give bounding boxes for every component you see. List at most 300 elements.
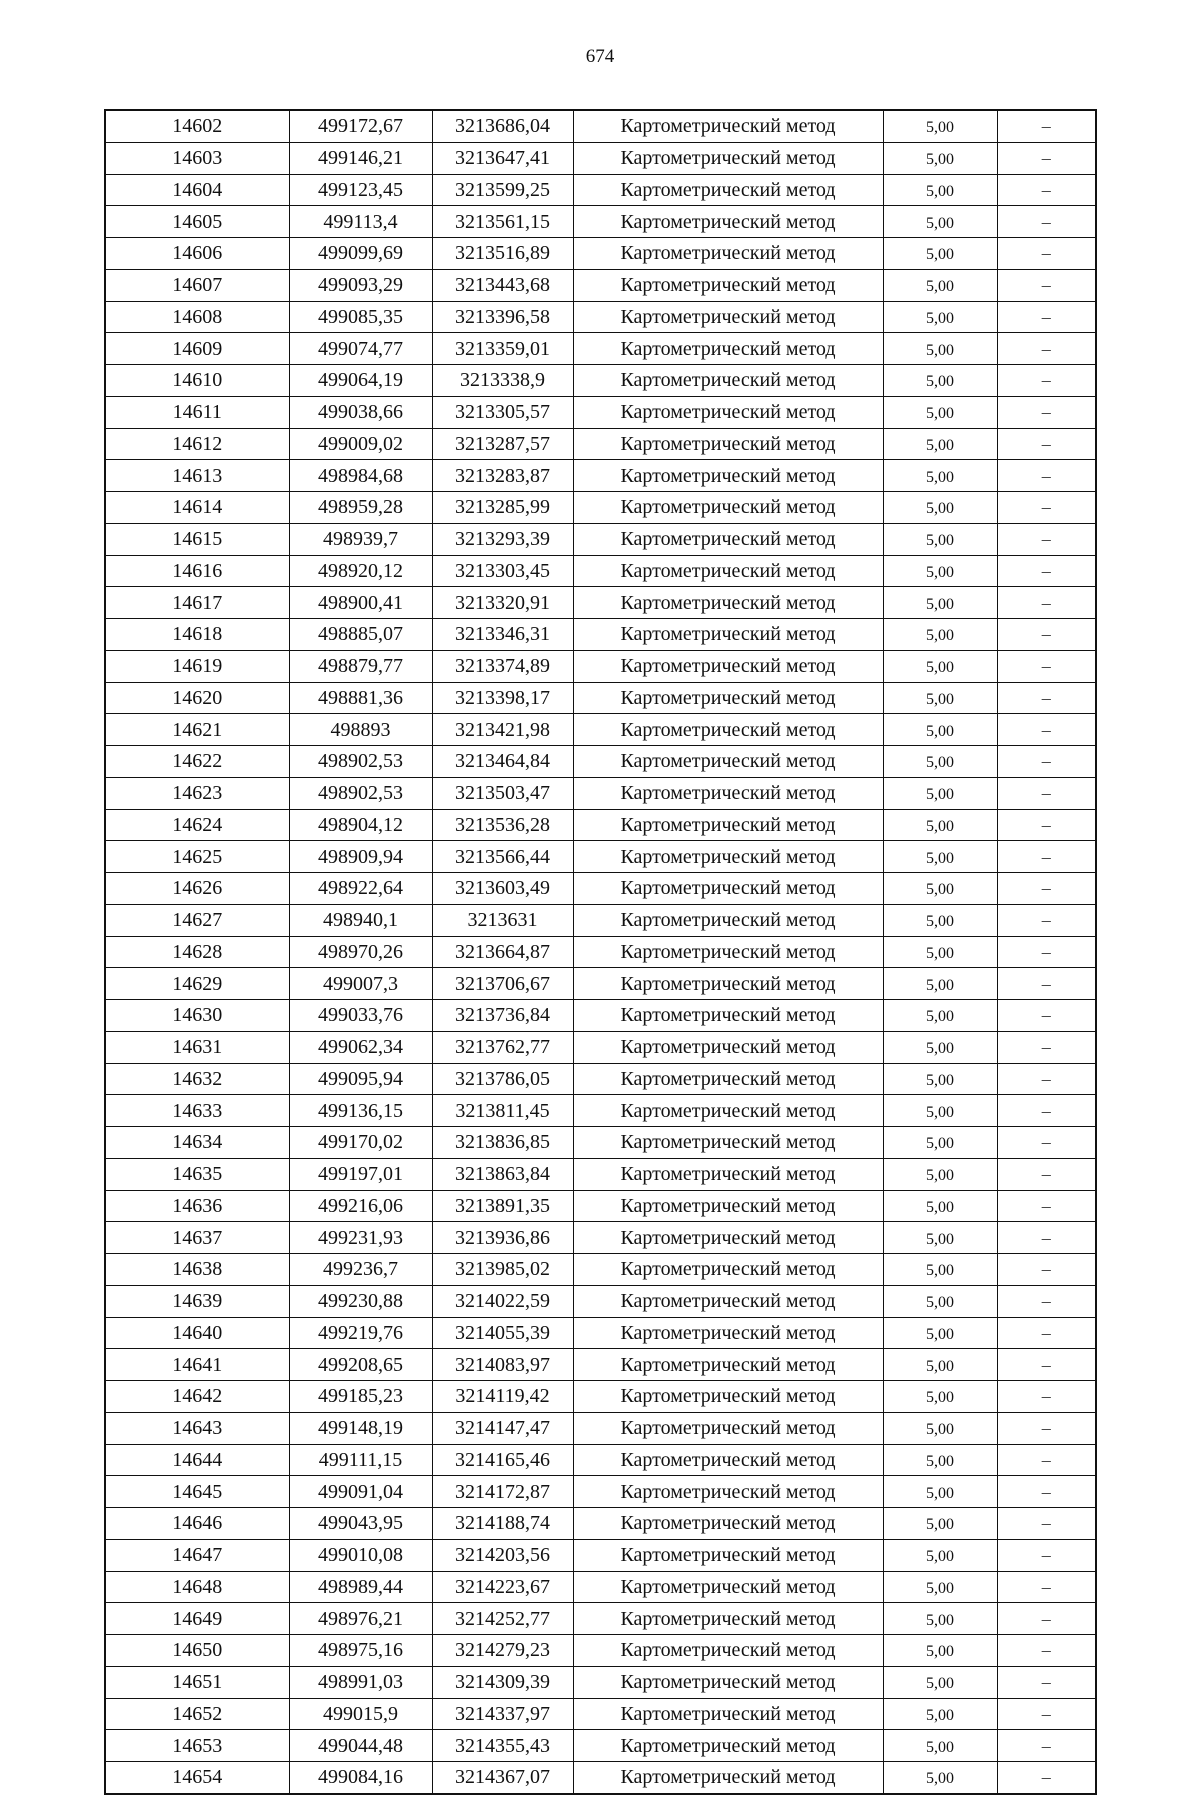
point-number-cell: 14652 xyxy=(105,1698,289,1730)
point-number-cell: 14608 xyxy=(105,301,289,333)
accuracy-cell: 5,00 xyxy=(883,333,997,365)
method-cell: Картометрический метод xyxy=(573,1095,883,1127)
method-cell: Картометрический метод xyxy=(573,1444,883,1476)
y-coordinate-cell: 3213686,04 xyxy=(432,110,573,142)
note-cell: – xyxy=(997,492,1096,524)
method-cell: Картометрический метод xyxy=(573,555,883,587)
x-coordinate-cell: 499015,9 xyxy=(289,1698,432,1730)
method-cell: Картометрический метод xyxy=(573,968,883,1000)
note-cell: – xyxy=(997,365,1096,397)
y-coordinate-cell: 3213303,45 xyxy=(432,555,573,587)
accuracy-cell: 5,00 xyxy=(883,1381,997,1413)
note-cell: – xyxy=(997,301,1096,333)
point-number-cell: 14624 xyxy=(105,809,289,841)
accuracy-cell: 5,00 xyxy=(883,1730,997,1762)
y-coordinate-cell: 3213863,84 xyxy=(432,1158,573,1190)
y-coordinate-cell: 3214355,43 xyxy=(432,1730,573,1762)
table-row xyxy=(105,365,1096,397)
y-coordinate-cell: 3213566,44 xyxy=(432,841,573,873)
method-cell: Картометрический метод xyxy=(573,777,883,809)
point-number-cell: 14643 xyxy=(105,1412,289,1444)
table-row xyxy=(105,1095,1096,1127)
x-coordinate-cell: 499044,48 xyxy=(289,1730,432,1762)
note-cell: – xyxy=(997,1603,1096,1635)
x-coordinate-cell: 499230,88 xyxy=(289,1285,432,1317)
x-coordinate-cell: 499095,94 xyxy=(289,1063,432,1095)
note-cell: – xyxy=(997,1730,1096,1762)
x-coordinate-cell: 499062,34 xyxy=(289,1031,432,1063)
point-number-cell: 14639 xyxy=(105,1285,289,1317)
point-number-cell: 14615 xyxy=(105,523,289,555)
table-row xyxy=(105,1603,1096,1635)
y-coordinate-cell: 3214165,46 xyxy=(432,1444,573,1476)
x-coordinate-cell: 499148,19 xyxy=(289,1412,432,1444)
point-number-cell: 14626 xyxy=(105,873,289,905)
y-coordinate-cell: 3214119,42 xyxy=(432,1381,573,1413)
method-cell: Картометрический метод xyxy=(573,238,883,270)
coordinates-table xyxy=(104,109,1097,1795)
x-coordinate-cell: 498902,53 xyxy=(289,746,432,778)
accuracy-cell: 5,00 xyxy=(883,1571,997,1603)
method-cell: Картометрический метод xyxy=(573,619,883,651)
y-coordinate-cell: 3214367,07 xyxy=(432,1762,573,1794)
y-coordinate-cell: 3213516,89 xyxy=(432,238,573,270)
table-row xyxy=(105,587,1096,619)
note-cell: – xyxy=(997,555,1096,587)
accuracy-cell: 5,00 xyxy=(883,1031,997,1063)
point-number-cell: 14625 xyxy=(105,841,289,873)
note-cell: – xyxy=(997,1349,1096,1381)
point-number-cell: 14650 xyxy=(105,1635,289,1667)
point-number-cell: 14616 xyxy=(105,555,289,587)
table-row xyxy=(105,110,1096,142)
note-cell: – xyxy=(997,396,1096,428)
y-coordinate-cell: 3214203,56 xyxy=(432,1539,573,1571)
x-coordinate-cell: 498904,12 xyxy=(289,809,432,841)
note-cell: – xyxy=(997,269,1096,301)
method-cell: Картометрический метод xyxy=(573,1031,883,1063)
x-coordinate-cell: 498984,68 xyxy=(289,460,432,492)
point-number-cell: 14649 xyxy=(105,1603,289,1635)
x-coordinate-cell: 499074,77 xyxy=(289,333,432,365)
point-number-cell: 14612 xyxy=(105,428,289,460)
method-cell: Картометрический метод xyxy=(573,1603,883,1635)
accuracy-cell: 5,00 xyxy=(883,523,997,555)
x-coordinate-cell: 499084,16 xyxy=(289,1762,432,1794)
y-coordinate-cell: 3214223,67 xyxy=(432,1571,573,1603)
accuracy-cell: 5,00 xyxy=(883,1095,997,1127)
table-row xyxy=(105,1381,1096,1413)
table-row xyxy=(105,1000,1096,1032)
y-coordinate-cell: 3213736,84 xyxy=(432,1000,573,1032)
note-cell: – xyxy=(997,650,1096,682)
method-cell: Картометрический метод xyxy=(573,1412,883,1444)
point-number-cell: 14609 xyxy=(105,333,289,365)
table-row xyxy=(105,1698,1096,1730)
y-coordinate-cell: 3213283,87 xyxy=(432,460,573,492)
note-cell: – xyxy=(997,1190,1096,1222)
y-coordinate-cell: 3214055,39 xyxy=(432,1317,573,1349)
note-cell: – xyxy=(997,238,1096,270)
point-number-cell: 14607 xyxy=(105,269,289,301)
point-number-cell: 14604 xyxy=(105,174,289,206)
point-number-cell: 14642 xyxy=(105,1381,289,1413)
accuracy-cell: 5,00 xyxy=(883,841,997,873)
note-cell: – xyxy=(997,936,1096,968)
point-number-cell: 14637 xyxy=(105,1222,289,1254)
table-row xyxy=(105,904,1096,936)
x-coordinate-cell: 498970,26 xyxy=(289,936,432,968)
accuracy-cell: 5,00 xyxy=(883,682,997,714)
table-row xyxy=(105,301,1096,333)
method-cell: Картометрический метод xyxy=(573,1158,883,1190)
method-cell: Картометрический метод xyxy=(573,650,883,682)
accuracy-cell: 5,00 xyxy=(883,174,997,206)
table-row xyxy=(105,1254,1096,1286)
table-row xyxy=(105,1666,1096,1698)
method-cell: Картометрический метод xyxy=(573,1381,883,1413)
y-coordinate-cell: 3214172,87 xyxy=(432,1476,573,1508)
y-coordinate-cell: 3213985,02 xyxy=(432,1254,573,1286)
point-number-cell: 14614 xyxy=(105,492,289,524)
y-coordinate-cell: 3213664,87 xyxy=(432,936,573,968)
note-cell: – xyxy=(997,1762,1096,1794)
note-cell: – xyxy=(997,1254,1096,1286)
y-coordinate-cell: 3213536,28 xyxy=(432,809,573,841)
note-cell: – xyxy=(997,1412,1096,1444)
x-coordinate-cell: 499170,02 xyxy=(289,1127,432,1159)
table-row xyxy=(105,1317,1096,1349)
point-number-cell: 14647 xyxy=(105,1539,289,1571)
table-row xyxy=(105,1158,1096,1190)
table-row xyxy=(105,873,1096,905)
point-number-cell: 14627 xyxy=(105,904,289,936)
point-number-cell: 14630 xyxy=(105,1000,289,1032)
table-row xyxy=(105,174,1096,206)
table-row xyxy=(105,142,1096,174)
table-row xyxy=(105,1063,1096,1095)
x-coordinate-cell: 498900,41 xyxy=(289,587,432,619)
note-cell: – xyxy=(997,1317,1096,1349)
accuracy-cell: 5,00 xyxy=(883,301,997,333)
y-coordinate-cell: 3213786,05 xyxy=(432,1063,573,1095)
accuracy-cell: 5,00 xyxy=(883,650,997,682)
x-coordinate-cell: 499136,15 xyxy=(289,1095,432,1127)
table-row xyxy=(105,746,1096,778)
table-row xyxy=(105,619,1096,651)
table-row xyxy=(105,206,1096,238)
point-number-cell: 14619 xyxy=(105,650,289,682)
method-cell: Картометрический метод xyxy=(573,746,883,778)
table-row xyxy=(105,428,1096,460)
table-row xyxy=(105,1762,1096,1794)
note-cell: – xyxy=(997,1158,1096,1190)
x-coordinate-cell: 498939,7 xyxy=(289,523,432,555)
x-coordinate-cell: 498922,64 xyxy=(289,873,432,905)
method-cell: Картометрический метод xyxy=(573,1254,883,1286)
x-coordinate-cell: 499111,15 xyxy=(289,1444,432,1476)
y-coordinate-cell: 3213305,57 xyxy=(432,396,573,428)
method-cell: Картометрический метод xyxy=(573,1730,883,1762)
accuracy-cell: 5,00 xyxy=(883,365,997,397)
point-number-cell: 14611 xyxy=(105,396,289,428)
accuracy-cell: 5,00 xyxy=(883,428,997,460)
point-number-cell: 14610 xyxy=(105,365,289,397)
point-number-cell: 14645 xyxy=(105,1476,289,1508)
table-row xyxy=(105,1444,1096,1476)
point-number-cell: 14606 xyxy=(105,238,289,270)
y-coordinate-cell: 3213603,49 xyxy=(432,873,573,905)
note-cell: – xyxy=(997,1666,1096,1698)
accuracy-cell: 5,00 xyxy=(883,555,997,587)
y-coordinate-cell: 3214188,74 xyxy=(432,1508,573,1540)
accuracy-cell: 5,00 xyxy=(883,1476,997,1508)
table-row xyxy=(105,682,1096,714)
x-coordinate-cell: 499033,76 xyxy=(289,1000,432,1032)
note-cell: – xyxy=(997,587,1096,619)
table-row xyxy=(105,1222,1096,1254)
table-row xyxy=(105,1571,1096,1603)
accuracy-cell: 5,00 xyxy=(883,1317,997,1349)
x-coordinate-cell: 499236,7 xyxy=(289,1254,432,1286)
note-cell: – xyxy=(997,1635,1096,1667)
x-coordinate-cell: 498893 xyxy=(289,714,432,746)
method-cell: Картометрический метод xyxy=(573,110,883,142)
note-cell: – xyxy=(997,777,1096,809)
table-row xyxy=(105,1031,1096,1063)
accuracy-cell: 5,00 xyxy=(883,587,997,619)
x-coordinate-cell: 499007,3 xyxy=(289,968,432,1000)
method-cell: Картометрический метод xyxy=(573,1635,883,1667)
method-cell: Картометрический метод xyxy=(573,1571,883,1603)
table-row xyxy=(105,460,1096,492)
x-coordinate-cell: 499038,66 xyxy=(289,396,432,428)
note-cell: – xyxy=(997,1127,1096,1159)
y-coordinate-cell: 3213398,17 xyxy=(432,682,573,714)
y-coordinate-cell: 3213936,86 xyxy=(432,1222,573,1254)
accuracy-cell: 5,00 xyxy=(883,1190,997,1222)
point-number-cell: 14636 xyxy=(105,1190,289,1222)
x-coordinate-cell: 498940,1 xyxy=(289,904,432,936)
method-cell: Картометрический метод xyxy=(573,1698,883,1730)
note-cell: – xyxy=(997,682,1096,714)
point-number-cell: 14628 xyxy=(105,936,289,968)
y-coordinate-cell: 3213762,77 xyxy=(432,1031,573,1063)
method-cell: Картометрический метод xyxy=(573,1539,883,1571)
point-number-cell: 14634 xyxy=(105,1127,289,1159)
y-coordinate-cell: 3213443,68 xyxy=(432,269,573,301)
method-cell: Картометрический метод xyxy=(573,1317,883,1349)
note-cell: – xyxy=(997,1063,1096,1095)
point-number-cell: 14641 xyxy=(105,1349,289,1381)
accuracy-cell: 5,00 xyxy=(883,1539,997,1571)
table-row xyxy=(105,555,1096,587)
method-cell: Картометрический метод xyxy=(573,873,883,905)
point-number-cell: 14620 xyxy=(105,682,289,714)
note-cell: – xyxy=(997,1095,1096,1127)
note-cell: – xyxy=(997,1285,1096,1317)
note-cell: – xyxy=(997,142,1096,174)
point-number-cell: 14617 xyxy=(105,587,289,619)
y-coordinate-cell: 3213631 xyxy=(432,904,573,936)
y-coordinate-cell: 3213421,98 xyxy=(432,714,573,746)
table-row xyxy=(105,968,1096,1000)
accuracy-cell: 5,00 xyxy=(883,1603,997,1635)
point-number-cell: 14646 xyxy=(105,1508,289,1540)
method-cell: Картометрический метод xyxy=(573,1063,883,1095)
y-coordinate-cell: 3213891,35 xyxy=(432,1190,573,1222)
method-cell: Картометрический метод xyxy=(573,1666,883,1698)
x-coordinate-cell: 498991,03 xyxy=(289,1666,432,1698)
table-row xyxy=(105,238,1096,270)
x-coordinate-cell: 499185,23 xyxy=(289,1381,432,1413)
y-coordinate-cell: 3213338,9 xyxy=(432,365,573,397)
table-row xyxy=(105,936,1096,968)
x-coordinate-cell: 499085,35 xyxy=(289,301,432,333)
method-cell: Картометрический метод xyxy=(573,365,883,397)
note-cell: – xyxy=(997,1222,1096,1254)
accuracy-cell: 5,00 xyxy=(883,1762,997,1794)
accuracy-cell: 5,00 xyxy=(883,1254,997,1286)
method-cell: Картометрический метод xyxy=(573,809,883,841)
note-cell: – xyxy=(997,1476,1096,1508)
accuracy-cell: 5,00 xyxy=(883,1158,997,1190)
y-coordinate-cell: 3213293,39 xyxy=(432,523,573,555)
method-cell: Картометрический метод xyxy=(573,492,883,524)
y-coordinate-cell: 3214252,77 xyxy=(432,1603,573,1635)
accuracy-cell: 5,00 xyxy=(883,1285,997,1317)
table-row xyxy=(105,269,1096,301)
accuracy-cell: 5,00 xyxy=(883,142,997,174)
point-number-cell: 14631 xyxy=(105,1031,289,1063)
y-coordinate-cell: 3214279,23 xyxy=(432,1635,573,1667)
accuracy-cell: 5,00 xyxy=(883,904,997,936)
accuracy-cell: 5,00 xyxy=(883,396,997,428)
y-coordinate-cell: 3213464,84 xyxy=(432,746,573,778)
method-cell: Картометрический метод xyxy=(573,1222,883,1254)
y-coordinate-cell: 3213320,91 xyxy=(432,587,573,619)
accuracy-cell: 5,00 xyxy=(883,206,997,238)
y-coordinate-cell: 3214309,39 xyxy=(432,1666,573,1698)
x-coordinate-cell: 499064,19 xyxy=(289,365,432,397)
x-coordinate-cell: 499010,08 xyxy=(289,1539,432,1571)
y-coordinate-cell: 3213396,58 xyxy=(432,301,573,333)
table-row xyxy=(105,1476,1096,1508)
y-coordinate-cell: 3213503,47 xyxy=(432,777,573,809)
accuracy-cell: 5,00 xyxy=(883,1127,997,1159)
note-cell: – xyxy=(997,428,1096,460)
y-coordinate-cell: 3213561,15 xyxy=(432,206,573,238)
method-cell: Картометрический метод xyxy=(573,333,883,365)
point-number-cell: 14638 xyxy=(105,1254,289,1286)
y-coordinate-cell: 3213836,85 xyxy=(432,1127,573,1159)
point-number-cell: 14654 xyxy=(105,1762,289,1794)
table-row xyxy=(105,1635,1096,1667)
note-cell: – xyxy=(997,1508,1096,1540)
table-row xyxy=(105,809,1096,841)
y-coordinate-cell: 3214337,97 xyxy=(432,1698,573,1730)
y-coordinate-cell: 3213346,31 xyxy=(432,619,573,651)
method-cell: Картометрический метод xyxy=(573,460,883,492)
point-number-cell: 14651 xyxy=(105,1666,289,1698)
x-coordinate-cell: 499197,01 xyxy=(289,1158,432,1190)
point-number-cell: 14633 xyxy=(105,1095,289,1127)
accuracy-cell: 5,00 xyxy=(883,1000,997,1032)
table-row xyxy=(105,1539,1096,1571)
x-coordinate-cell: 498920,12 xyxy=(289,555,432,587)
y-coordinate-cell: 3213599,25 xyxy=(432,174,573,206)
point-number-cell: 14644 xyxy=(105,1444,289,1476)
x-coordinate-cell: 499123,45 xyxy=(289,174,432,206)
y-coordinate-cell: 3214022,59 xyxy=(432,1285,573,1317)
method-cell: Картометрический метод xyxy=(573,1285,883,1317)
x-coordinate-cell: 499091,04 xyxy=(289,1476,432,1508)
table-row xyxy=(105,1412,1096,1444)
y-coordinate-cell: 3213647,41 xyxy=(432,142,573,174)
note-cell: – xyxy=(997,1000,1096,1032)
method-cell: Картометрический метод xyxy=(573,206,883,238)
method-cell: Картометрический метод xyxy=(573,174,883,206)
method-cell: Картометрический метод xyxy=(573,301,883,333)
accuracy-cell: 5,00 xyxy=(883,1349,997,1381)
point-number-cell: 14602 xyxy=(105,110,289,142)
x-coordinate-cell: 499146,21 xyxy=(289,142,432,174)
method-cell: Картометрический метод xyxy=(573,269,883,301)
table-row xyxy=(105,1730,1096,1762)
accuracy-cell: 5,00 xyxy=(883,619,997,651)
note-cell: – xyxy=(997,809,1096,841)
note-cell: – xyxy=(997,1698,1096,1730)
table-row xyxy=(105,777,1096,809)
method-cell: Картометрический метод xyxy=(573,1349,883,1381)
y-coordinate-cell: 3214147,47 xyxy=(432,1412,573,1444)
note-cell: – xyxy=(997,746,1096,778)
x-coordinate-cell: 499216,06 xyxy=(289,1190,432,1222)
accuracy-cell: 5,00 xyxy=(883,746,997,778)
point-number-cell: 14603 xyxy=(105,142,289,174)
x-coordinate-cell: 498902,53 xyxy=(289,777,432,809)
accuracy-cell: 5,00 xyxy=(883,1666,997,1698)
accuracy-cell: 5,00 xyxy=(883,269,997,301)
accuracy-cell: 5,00 xyxy=(883,936,997,968)
note-cell: – xyxy=(997,841,1096,873)
y-coordinate-cell: 3213285,99 xyxy=(432,492,573,524)
x-coordinate-cell: 499009,02 xyxy=(289,428,432,460)
x-coordinate-cell: 499208,65 xyxy=(289,1349,432,1381)
point-number-cell: 14648 xyxy=(105,1571,289,1603)
table-row xyxy=(105,492,1096,524)
table-row xyxy=(105,1285,1096,1317)
table-row xyxy=(105,1190,1096,1222)
y-coordinate-cell: 3213374,89 xyxy=(432,650,573,682)
note-cell: – xyxy=(997,1031,1096,1063)
method-cell: Картометрический метод xyxy=(573,396,883,428)
note-cell: – xyxy=(997,174,1096,206)
page-number: 674 xyxy=(585,46,615,67)
point-number-cell: 14621 xyxy=(105,714,289,746)
method-cell: Картометрический метод xyxy=(573,1127,883,1159)
method-cell: Картометрический метод xyxy=(573,523,883,555)
accuracy-cell: 5,00 xyxy=(883,238,997,270)
x-coordinate-cell: 498881,36 xyxy=(289,682,432,714)
y-coordinate-cell: 3213287,57 xyxy=(432,428,573,460)
accuracy-cell: 5,00 xyxy=(883,1698,997,1730)
accuracy-cell: 5,00 xyxy=(883,873,997,905)
point-number-cell: 14605 xyxy=(105,206,289,238)
table-row xyxy=(105,1127,1096,1159)
note-cell: – xyxy=(997,1539,1096,1571)
note-cell: – xyxy=(997,968,1096,1000)
